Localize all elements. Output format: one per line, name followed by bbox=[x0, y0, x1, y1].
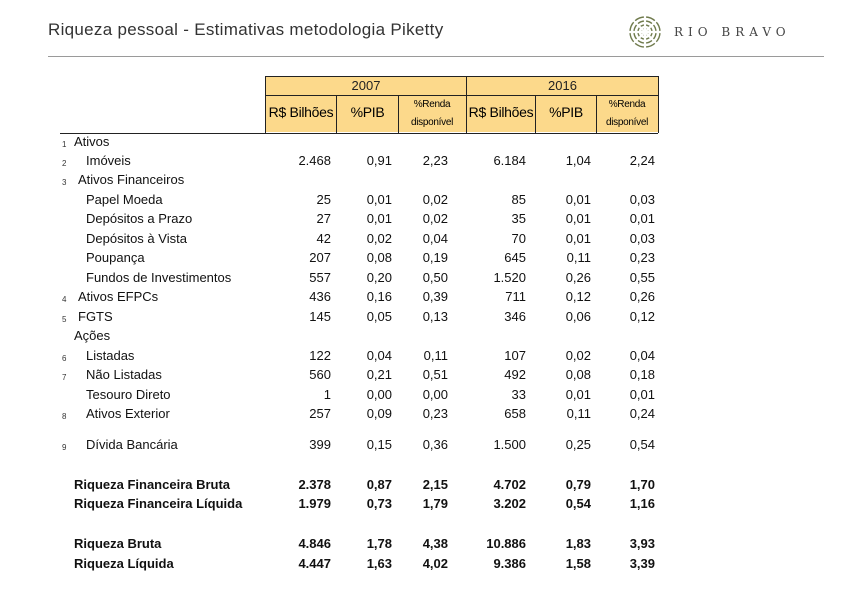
table-cell: 35 bbox=[511, 211, 526, 226]
row-label: Riqueza Bruta bbox=[74, 536, 162, 551]
row-label: Listadas bbox=[86, 348, 135, 363]
table-cell: 0,23 bbox=[629, 250, 655, 265]
table-cell: 0,23 bbox=[422, 406, 448, 421]
table-cell: 4.702 bbox=[493, 477, 526, 492]
table-cell: 145 bbox=[309, 309, 331, 324]
table-cell: 0,11 bbox=[423, 348, 448, 363]
table-cell: 0,01 bbox=[565, 192, 591, 207]
table-cell: 1,83 bbox=[565, 536, 591, 551]
table-cell: 0,36 bbox=[422, 437, 448, 452]
table-cell: 0,73 bbox=[366, 496, 392, 511]
table-cell: 0,04 bbox=[629, 348, 655, 363]
row-number: 2 bbox=[62, 159, 67, 168]
table-cell: 0,50 bbox=[422, 270, 448, 285]
table-cell: 0,00 bbox=[366, 387, 392, 402]
table-cell: 1,79 bbox=[422, 496, 448, 511]
row-label: Dívida Bancária bbox=[86, 437, 178, 452]
table-cell: 33 bbox=[511, 387, 526, 402]
row-label: Ativos Exterior bbox=[86, 406, 170, 421]
table-cell: 0,08 bbox=[366, 250, 392, 265]
table-cell: 0,55 bbox=[629, 270, 655, 285]
table-cell: 436 bbox=[309, 289, 331, 304]
table-cell: 399 bbox=[309, 437, 331, 452]
row-label: FGTS bbox=[78, 309, 113, 324]
row-label: Riqueza Financeira Líquida bbox=[74, 496, 243, 511]
col-header-2007-pib: %PIB bbox=[350, 104, 385, 120]
table-cell: 0,20 bbox=[366, 270, 392, 285]
row-number: 8 bbox=[62, 412, 67, 421]
header-outline-top bbox=[266, 76, 658, 77]
table-cell: 0,02 bbox=[565, 348, 591, 363]
table-cell: 0,06 bbox=[565, 309, 591, 324]
col-header-2016-rs: R$ Bilhões bbox=[468, 104, 534, 120]
row-label: Depósitos a Prazo bbox=[86, 211, 193, 226]
row-label: Fundos de Investimentos bbox=[86, 270, 232, 285]
table-cell: 0,25 bbox=[565, 437, 591, 452]
table-cell: 0,12 bbox=[565, 289, 591, 304]
table-cell: 346 bbox=[504, 309, 526, 324]
header-divider bbox=[48, 56, 824, 57]
table-cell: 122 bbox=[309, 348, 331, 363]
table-cell: 0,26 bbox=[629, 289, 655, 304]
brand-logo bbox=[628, 14, 791, 50]
table-cell: 1,58 bbox=[565, 556, 591, 571]
table-cell: 0,24 bbox=[629, 406, 655, 421]
row-label: Ativos EFPCs bbox=[78, 289, 159, 304]
table-cell: 27 bbox=[316, 211, 331, 226]
table-cell: 0,01 bbox=[366, 211, 392, 226]
table-cell: 0,08 bbox=[565, 367, 591, 382]
table-cell: 70 bbox=[511, 231, 526, 246]
row-label: Imóveis bbox=[86, 153, 131, 168]
table-cell: 0,54 bbox=[565, 496, 591, 511]
table-cell: 0,26 bbox=[565, 270, 591, 285]
header-bottom-line bbox=[60, 133, 658, 134]
table-cell: 0,11 bbox=[566, 406, 591, 421]
col-header-2016-pib: %PIB bbox=[549, 104, 583, 120]
table-cell: 85 bbox=[511, 192, 526, 207]
table-cell: 1.500 bbox=[493, 437, 526, 452]
table-cell: 10.886 bbox=[486, 536, 526, 551]
rio-bravo-emblem-icon bbox=[628, 15, 662, 49]
row-number: 4 bbox=[62, 295, 67, 304]
header-sep-4 bbox=[596, 95, 597, 133]
table-cell: 0,16 bbox=[366, 289, 392, 304]
brand-name: RIO BRAVO bbox=[674, 25, 791, 39]
table-cell: 1,70 bbox=[629, 477, 655, 492]
table-cell: 1,63 bbox=[366, 556, 392, 571]
table-cell: 0,02 bbox=[422, 211, 448, 226]
row-number: 5 bbox=[62, 315, 67, 324]
table-cell: 1,04 bbox=[565, 153, 591, 168]
table-cell: 0,05 bbox=[366, 309, 392, 324]
row-label: Poupança bbox=[86, 250, 145, 265]
header-outline-right bbox=[658, 76, 659, 133]
table-cell: 4.846 bbox=[298, 536, 331, 551]
table-cell: 2.378 bbox=[298, 477, 331, 492]
table-cell: 658 bbox=[504, 406, 526, 421]
row-label: Depósitos à Vista bbox=[86, 231, 187, 246]
table-cell: 645 bbox=[504, 250, 526, 265]
table-cell: 0,01 bbox=[565, 387, 591, 402]
table-cell: 0,02 bbox=[422, 192, 448, 207]
table-cell: 0,91 bbox=[366, 153, 392, 168]
table-cell: 0,79 bbox=[565, 477, 591, 492]
table-cell: 25 bbox=[316, 192, 331, 207]
row-label: Riqueza Líquida bbox=[74, 556, 174, 571]
table-cell: 0,39 bbox=[422, 289, 448, 304]
table-cell: 0,54 bbox=[629, 437, 655, 452]
row-label: Papel Moeda bbox=[86, 192, 163, 207]
table-cell: 9.386 bbox=[493, 556, 526, 571]
row-label: Riqueza Financeira Bruta bbox=[74, 477, 231, 492]
col-header-2016-renda: %Renda disponível bbox=[605, 99, 649, 128]
table-cell: 1,78 bbox=[366, 536, 392, 551]
table-cell: 2,24 bbox=[629, 153, 655, 168]
table-cell: 0,09 bbox=[366, 406, 392, 421]
table-cell: 207 bbox=[309, 250, 331, 265]
table-cell: 107 bbox=[504, 348, 526, 363]
table-cell: 711 bbox=[505, 289, 526, 304]
table-cell: 3.202 bbox=[493, 496, 526, 511]
table-cell: 1 bbox=[323, 387, 331, 402]
row-label: Tesouro Direto bbox=[86, 387, 171, 402]
table-cell: 4,02 bbox=[422, 556, 448, 571]
table-cell: 4.447 bbox=[298, 556, 331, 571]
table-cell: 0,01 bbox=[565, 231, 591, 246]
table-cell: 560 bbox=[309, 367, 331, 382]
table-cell: 0,12 bbox=[629, 309, 655, 324]
table-cell: 1.979 bbox=[298, 496, 331, 511]
table-cell: 4,38 bbox=[422, 536, 448, 551]
table-cell: 0,03 bbox=[629, 231, 655, 246]
table-cell: 0,01 bbox=[629, 211, 655, 226]
row-label: Não Listadas bbox=[86, 367, 162, 382]
table-cell: 0,87 bbox=[366, 477, 392, 492]
page-title: Riqueza pessoal - Estimativas metodologia Piketty bbox=[48, 20, 444, 39]
header-sep-2 bbox=[398, 95, 399, 133]
table-cell: 257 bbox=[309, 406, 331, 421]
table-cell: 0,02 bbox=[366, 231, 392, 246]
table-cell: 3,39 bbox=[629, 556, 655, 571]
table-cell: 0,15 bbox=[366, 437, 392, 452]
table-cell: 492 bbox=[504, 367, 526, 382]
row-label: Ativos bbox=[74, 134, 110, 149]
table-cell: 0,01 bbox=[366, 192, 392, 207]
table-cell: 0,21 bbox=[366, 367, 392, 382]
row-number: 3 bbox=[62, 178, 67, 187]
table-cell: 3,93 bbox=[629, 536, 655, 551]
table-cell: 0,19 bbox=[422, 250, 448, 265]
col-header-2007-rs: R$ Bilhões bbox=[268, 104, 334, 120]
row-number: 6 bbox=[62, 354, 67, 363]
table-cell: 2.468 bbox=[298, 153, 331, 168]
row-number: 9 bbox=[62, 443, 67, 452]
table-cell: 0,01 bbox=[565, 211, 591, 226]
table-cell: 2,23 bbox=[422, 153, 448, 168]
table-cell: 0,04 bbox=[366, 348, 392, 363]
table-cell: 1.520 bbox=[493, 270, 526, 285]
row-label: Ativos Financeiros bbox=[78, 172, 185, 187]
table-cell: 2,15 bbox=[422, 477, 448, 492]
table-cell: 0,00 bbox=[422, 387, 448, 402]
table-cell: 0,11 bbox=[566, 250, 591, 265]
table-cell: 42 bbox=[316, 231, 331, 246]
row-label: Ações bbox=[74, 328, 111, 343]
year-2007-header: 2007 bbox=[351, 78, 381, 93]
year-2016-header: 2016 bbox=[548, 78, 577, 93]
table-cell: 6.184 bbox=[493, 153, 526, 168]
table-cell: 557 bbox=[309, 270, 331, 285]
row-number: 1 bbox=[62, 140, 67, 149]
table-cell: 1,16 bbox=[629, 496, 655, 511]
table-cell: 0,18 bbox=[629, 367, 655, 382]
table-cell: 0,51 bbox=[422, 367, 448, 382]
table-cell: 0,04 bbox=[422, 231, 448, 246]
table-cell: 0,13 bbox=[422, 309, 448, 324]
col-header-2007-renda: %Renda disponível bbox=[410, 99, 454, 128]
row-number: 7 bbox=[62, 373, 67, 382]
table-cell: 0,01 bbox=[629, 387, 655, 402]
table-cell: 0,03 bbox=[629, 192, 655, 207]
